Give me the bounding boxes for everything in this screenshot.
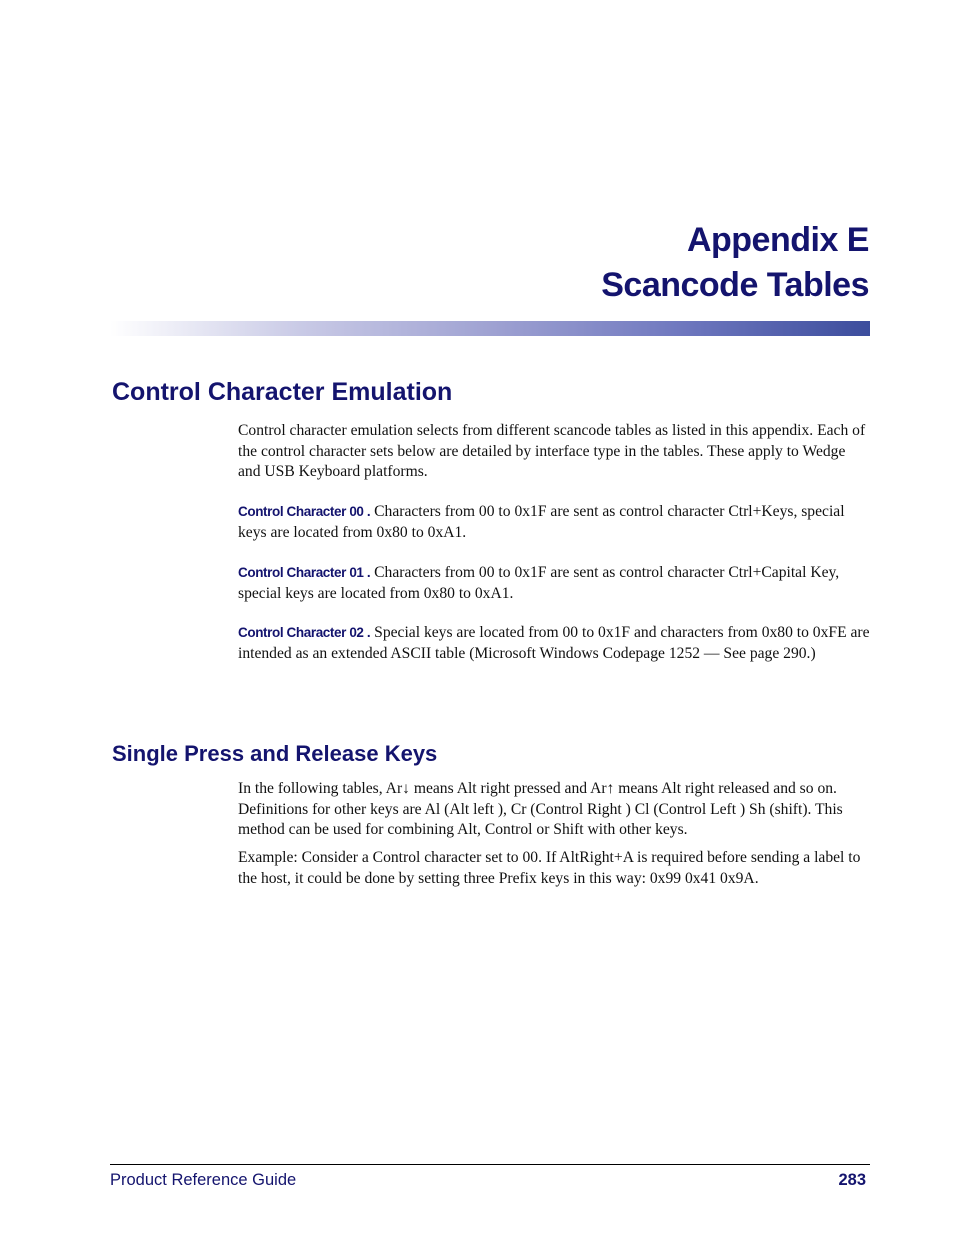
chapter-gradient-bar — [110, 321, 870, 336]
footer-guide-title: Product Reference Guide — [110, 1171, 297, 1189]
chapter-title-line-1: Appendix E — [686, 221, 869, 259]
control-character-00-paragraph — [238, 502, 870, 543]
chapter-title — [601, 218, 869, 308]
control-character-02-paragraph — [238, 623, 870, 664]
control-character-00-label: Control Character 00 . — [238, 504, 371, 519]
chapter-title-line-2: Scancode Tables — [601, 266, 869, 304]
footer-divider — [110, 1164, 870, 1165]
control-intro-text: Control character emulation selects from different scancode tables as listed in this appendix. Each of the control character sets below are detailed by interface type in the tables. These apply to Wedge and USB Keyboard platforms. — [238, 422, 866, 480]
control-character-02-text: Special keys are located from 00 to 0x1F and characters from 0x80 to 0xFE are intended as an extended ASCII table (Microsoft Windows Codepage 1252 — See page 290.) — [238, 624, 870, 662]
single-press-example-paragraph — [238, 848, 870, 889]
footer-page-number: 283 — [838, 1171, 866, 1189]
section-heading-single-press-release-keys: Single Press and Release Keys — [112, 741, 438, 766]
single-press-definitions-paragraph — [238, 779, 870, 841]
control-character-01-paragraph — [238, 563, 870, 604]
control-intro-paragraph — [238, 421, 870, 483]
control-character-01-label: Control Character 01 . — [238, 565, 371, 580]
single-press-definitions-text: In the following tables, Ar↓ means Alt right pressed and Ar↑ means Alt right released and so on. Definitions for other keys are Al (Alt left ), Cr (Control Right ) Cl (Control Left ) Sh (shift). This method can be used for combining Alt, Control or Shift with other keys. — [238, 780, 843, 838]
control-character-00-text: Characters from 00 to 0x1F are sent as control character Ctrl+Keys, special keys are located from 0x80 to 0xA1. — [238, 503, 845, 541]
control-character-02-label: Control Character 02 . — [238, 625, 371, 640]
control-character-01-text: Characters from 00 to 0x1F are sent as control character Ctrl+Capital Key, special keys are located from 0x80 to 0xA1. — [238, 564, 840, 602]
single-press-example-text: Example: Consider a Control character set to 00. If AltRight+A is required before sending a label to the host, it could be done by setting three Prefix keys in this way: 0x99 0x41 0x9A. — [238, 849, 861, 887]
section-heading-control-character-emulation: Control Character Emulation — [112, 378, 453, 406]
